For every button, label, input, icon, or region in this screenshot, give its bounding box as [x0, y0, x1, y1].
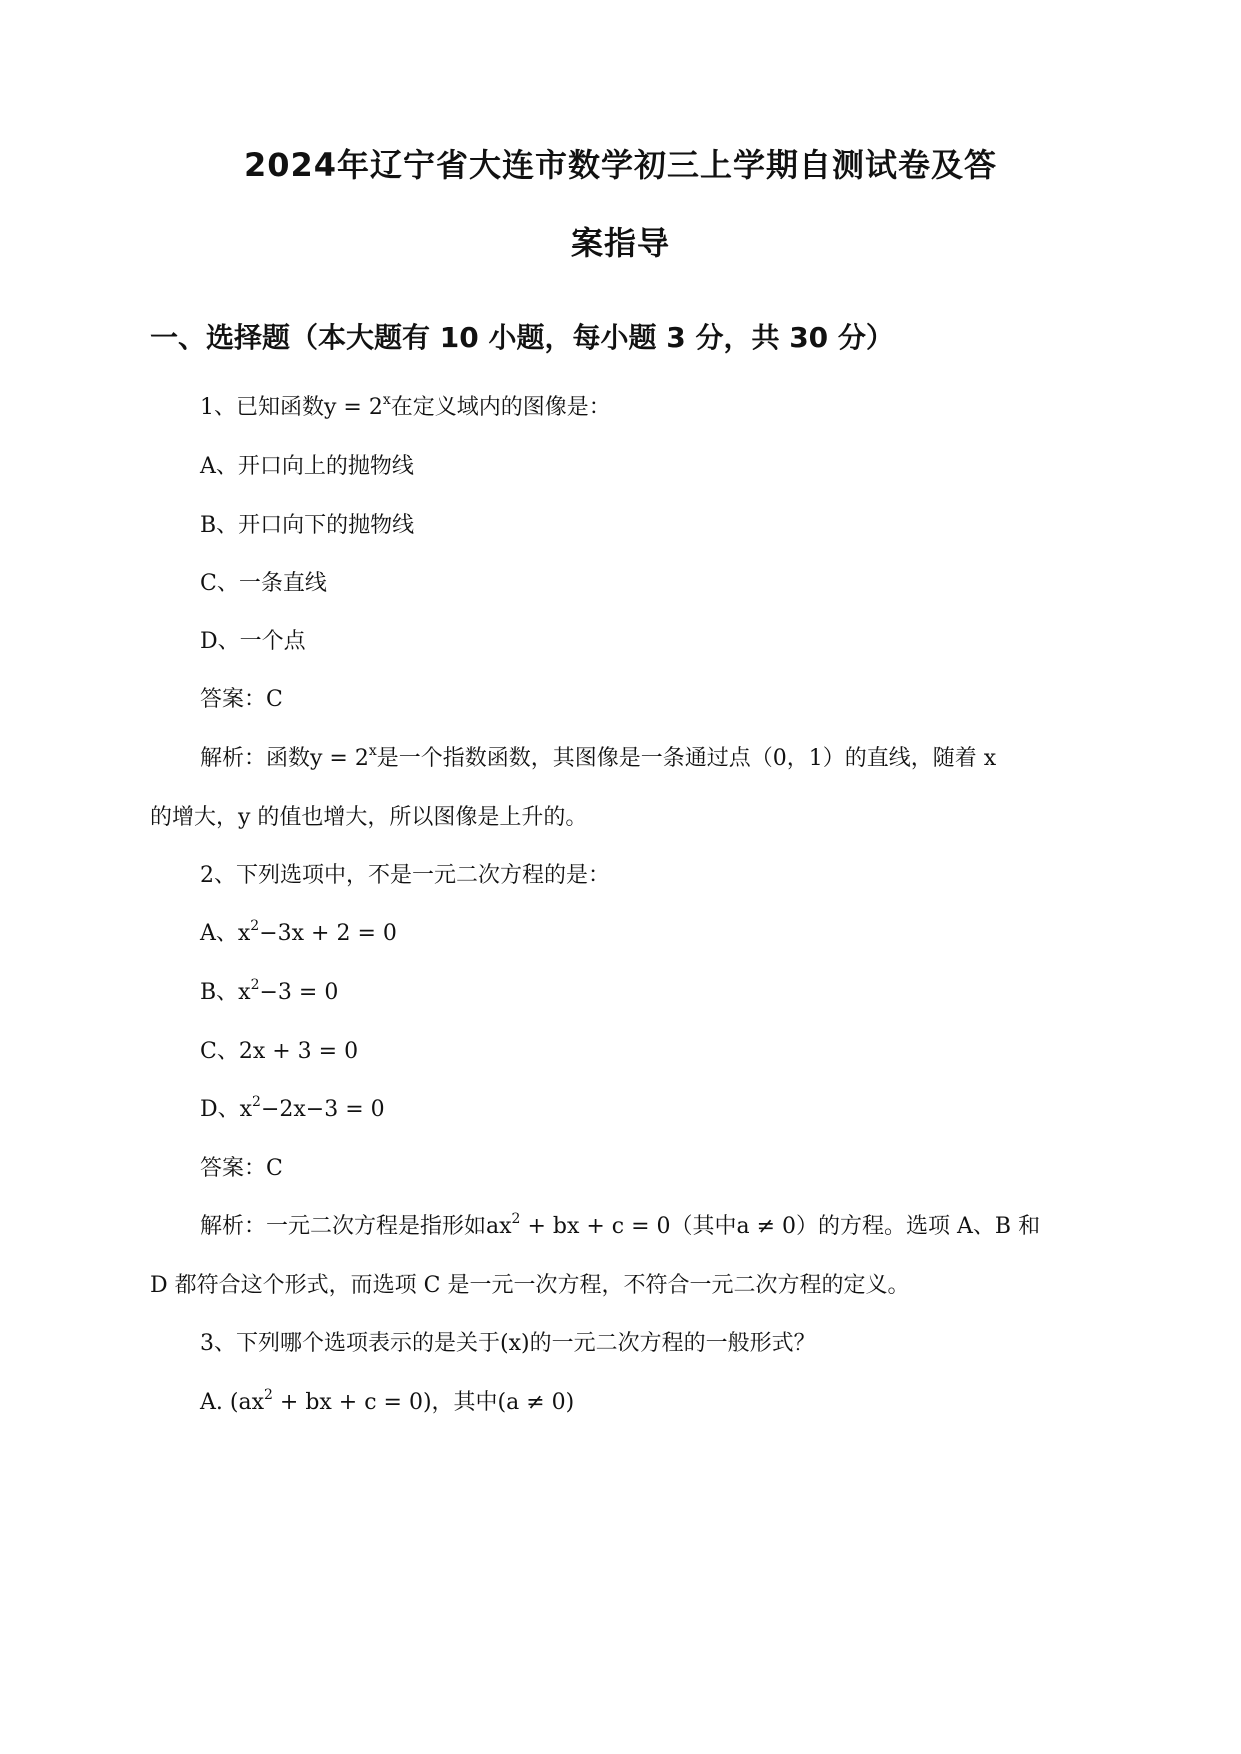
q3a-pre: A. (ax: [200, 1390, 264, 1415]
question-2-analysis-continued: D 都符合这个形式，而选项 C 是一元一次方程，不符合一元二次方程的定义。: [150, 1273, 910, 1298]
q2a-pre: A、x: [200, 921, 251, 946]
question-2-option-d: [200, 1092, 385, 1123]
q2b-post: −3 = 0: [259, 980, 339, 1005]
question-1-stem: [200, 390, 611, 421]
q3a-post: + bx + c = 0)，其中(a ≠ 0): [272, 1390, 575, 1415]
q2a-post: −3x + 2 = 0: [259, 921, 397, 946]
question-3-option-a: [200, 1385, 574, 1416]
q1-stem-text-b: 在定义域内的图像是：: [390, 395, 611, 420]
question-1-option-c: C、一条直线: [200, 571, 327, 596]
question-1-option-b: B、开口向下的抛物线: [200, 513, 415, 538]
question-1-option-a: A、开口向上的抛物线: [200, 454, 414, 479]
q1-analysis-exponent: x: [368, 743, 377, 759]
q2b-exponent: 2: [250, 977, 260, 993]
q1-analysis-text-b: 是一个指数函数，其图像是一条通过点（0，1）的直线，随着 x: [376, 746, 997, 771]
question-1-analysis-continued: 的增大，y 的值也增大，所以图像是上升的。: [150, 805, 588, 830]
q2-analysis-text-a: 解析：一元二次方程是指形如ax: [200, 1214, 512, 1239]
section-heading: 一、选择题（本大题有 10 小题，每小题 3 分，共 30 分）: [150, 321, 894, 354]
q1-stem-exponent: x: [382, 392, 391, 408]
question-3-stem: 3、下列哪个选项表示的是关于(x)的一元二次方程的一般形式？: [200, 1331, 816, 1356]
q2-analysis-text-b: + bx + c = 0（其中a ≠ 0）的方程。选项 A、B 和: [520, 1214, 1041, 1239]
question-2-option-b: [200, 975, 338, 1006]
q1-analysis-text-a: 解析：函数y = 2: [200, 746, 369, 771]
q2-analysis-exponent: 2: [511, 1211, 521, 1227]
q2b-pre: B、x: [200, 980, 251, 1005]
question-2-answer: 答案：C: [200, 1156, 283, 1181]
question-2-stem: 2、下列选项中，不是一元二次方程的是：: [200, 863, 610, 888]
question-1-answer: 答案：C: [200, 687, 283, 712]
q2a-exponent: 2: [250, 918, 260, 934]
document-title-line-2: 案指导: [570, 224, 670, 262]
question-2-analysis: [200, 1209, 1040, 1240]
q3a-exponent: 2: [263, 1387, 273, 1403]
question-2-option-a: [200, 916, 397, 947]
q1-stem-text-a: 1、已知函数y = 2: [200, 395, 383, 420]
q2d-post: −2x−3 = 0: [260, 1097, 385, 1122]
document-title-line-1: 2024年辽宁省大连市数学初三上学期自测试卷及答: [243, 146, 998, 184]
q2d-exponent: 2: [252, 1094, 261, 1110]
question-1-analysis: [200, 741, 996, 772]
question-2-option-c: C、2x + 3 = 0: [200, 1039, 359, 1064]
q2d-pre: D、x: [200, 1097, 253, 1122]
question-1-option-d: D、一个点: [200, 629, 306, 654]
